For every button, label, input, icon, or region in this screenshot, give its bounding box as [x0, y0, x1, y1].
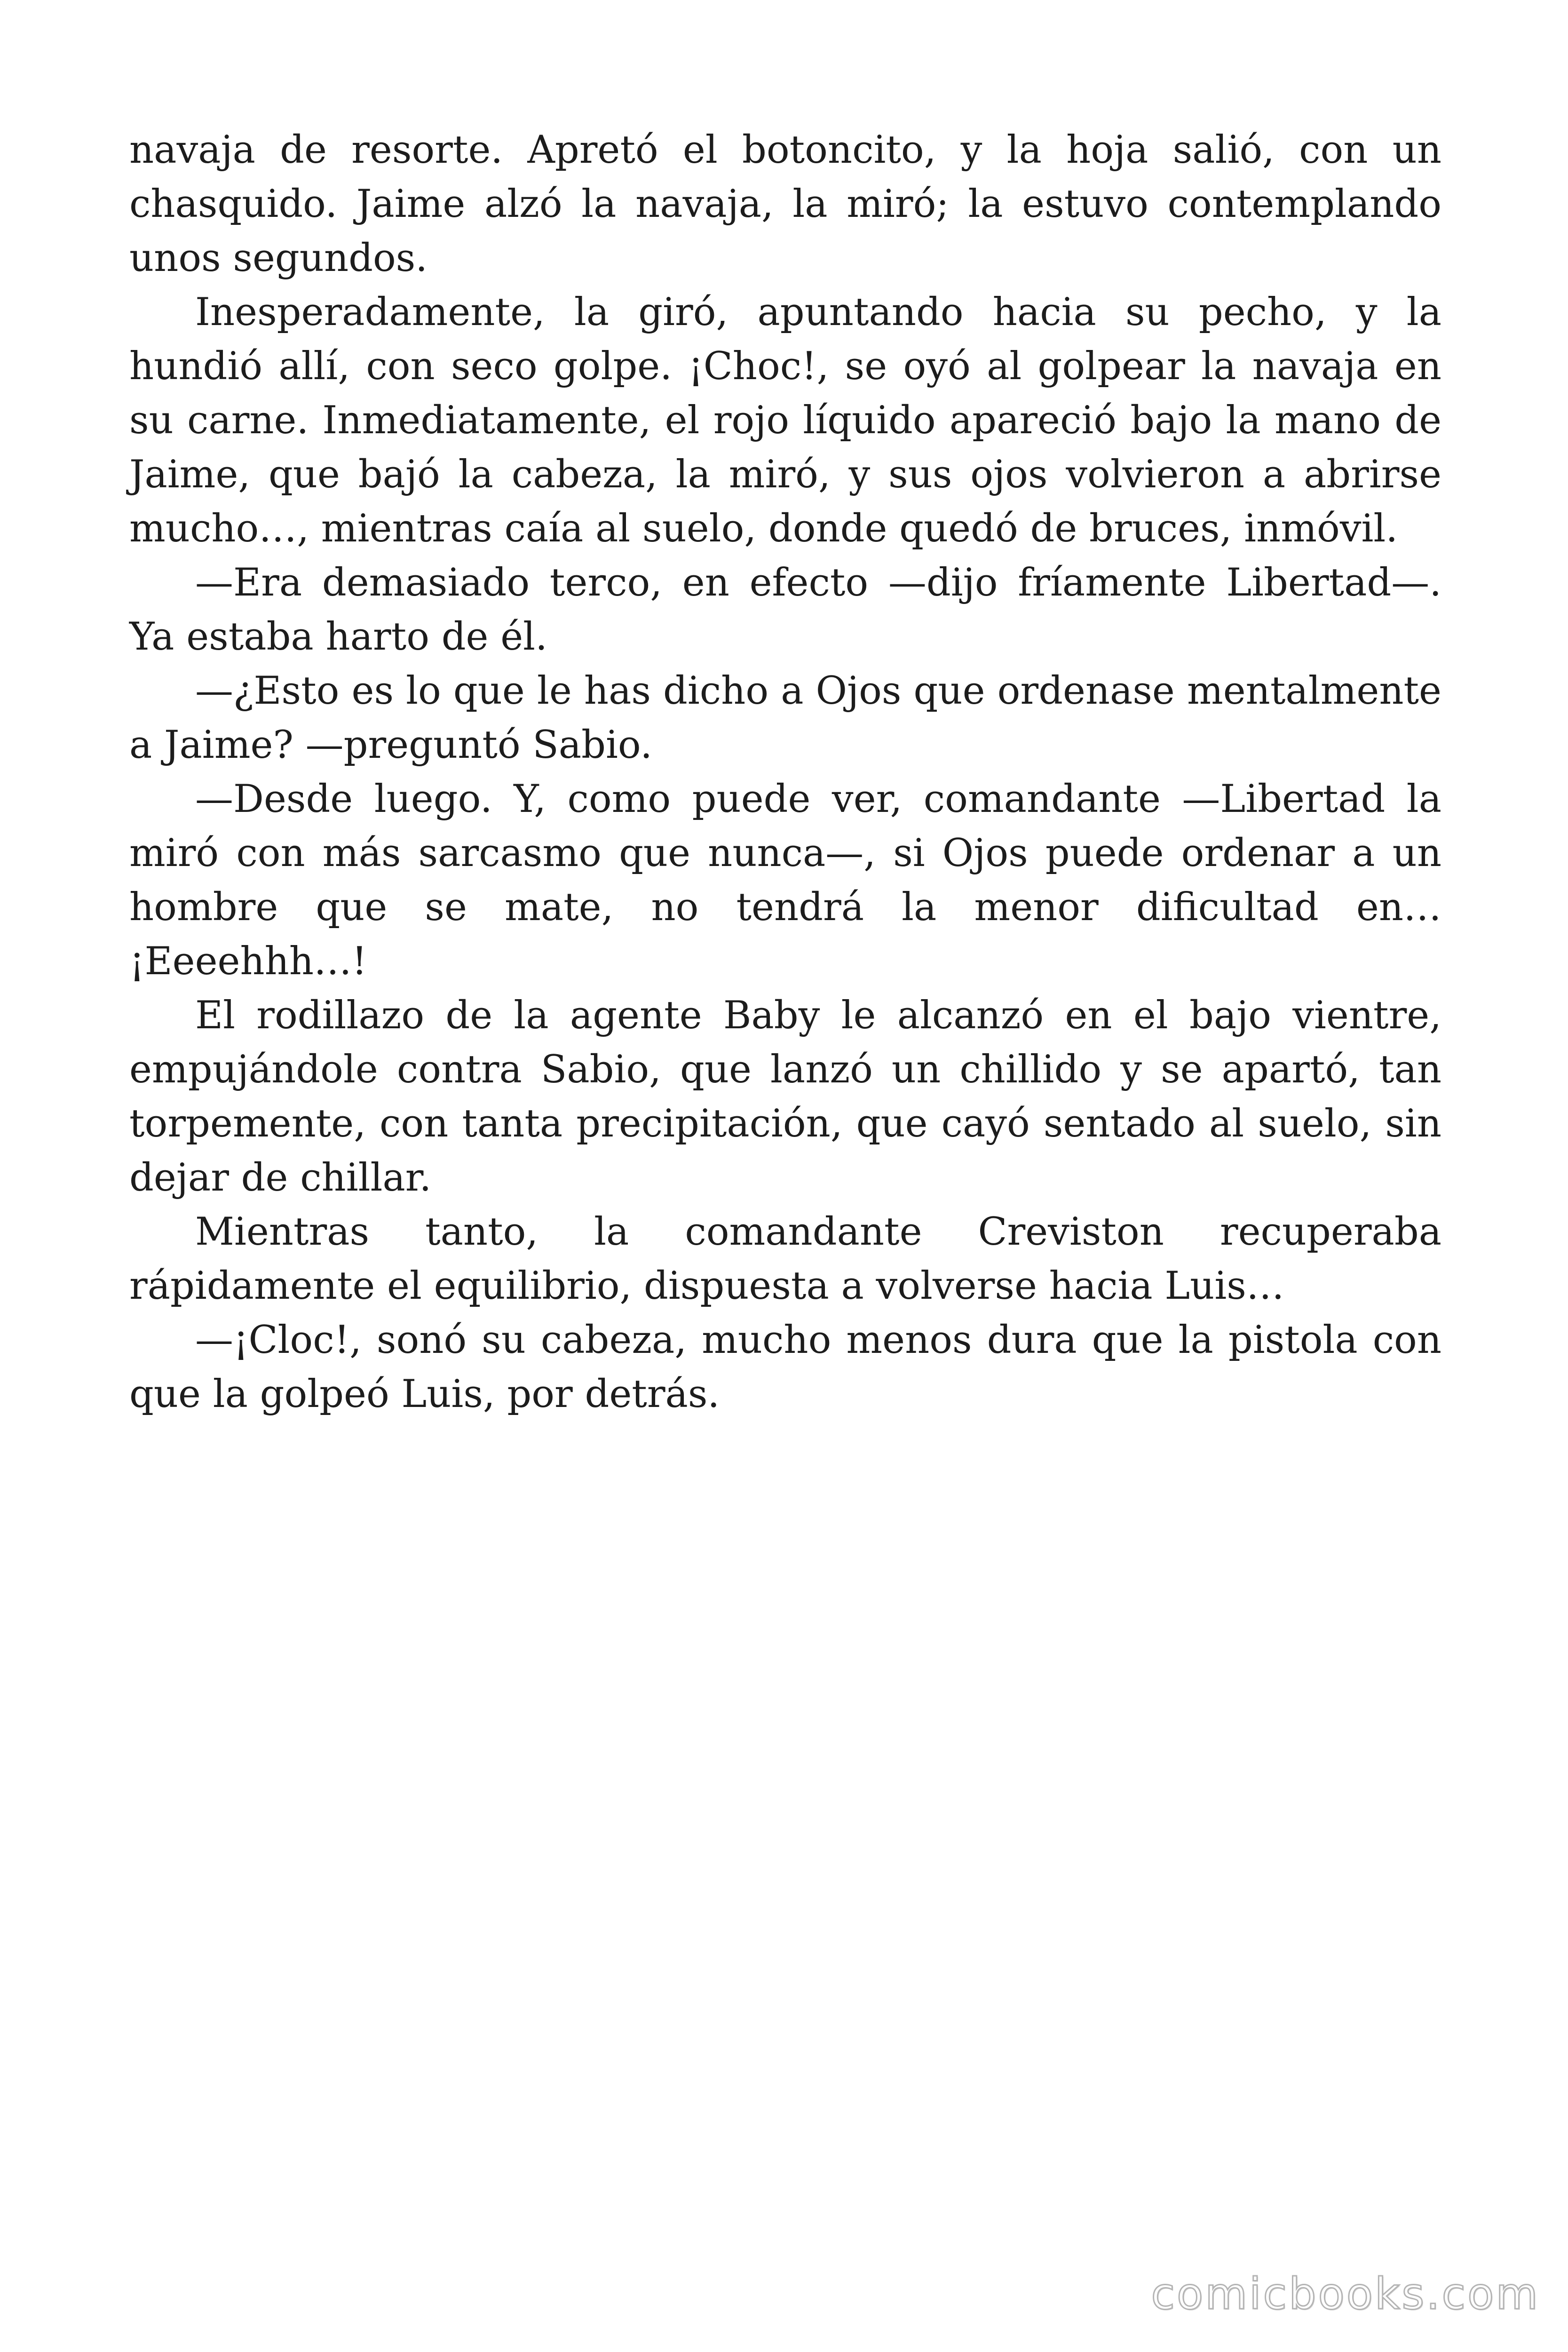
paragraph-2: Inesperadamente, la giró, apuntando hacia su pecho, y la hundió allí, con seco golpe. ¡Choc!, se oyó al golpear la navaja en su carne. Inmediatamente, el rojo líquido apareció bajo la mano de Jaime, que bajó la cabeza, la miró, y sus ojos volvieron a abrirse mucho…, mientras caía al suelo, donde quedó de bruces, inmóvil.	[129, 290, 1441, 551]
paragraph-1: navaja de resorte. Apretó el botoncito, y la hoja salió, con un chasquido. Jaime alzó la navaja, la miró; la estuvo contemplando unos segundos.	[129, 128, 1441, 280]
paragraph-8: —¡Cloc!, sonó su cabeza, mucho menos dura que la pistola con que la golpeó Luis, por detrás.	[129, 1318, 1441, 1416]
body-text	[129, 123, 1441, 1422]
paragraph-3: —Era demasiado terco, en efecto —dijo fríamente Libertad—. Ya estaba harto de él.	[129, 561, 1441, 659]
watermark: comicbooks.com	[1151, 2269, 1540, 2319]
paragraph-4: —¿Esto es lo que le has dicho a Ojos que ordenase mentalmente a Jaime? —preguntó Sabio.	[129, 669, 1441, 767]
paragraph-7: Mientras tanto, la comandante Creviston recuperaba rápidamente el equilibrio, dispuesta a volverse hacia Luis…	[129, 1210, 1441, 1308]
paragraph-6: El rodillazo de la agente Baby le alcanzó en el bajo vientre, empujándole contra Sabio, que lanzó un chillido y se apartó, tan torpemente, con tanta precipitación, que cayó sentado al suelo, sin dejar de chillar.	[129, 993, 1441, 1200]
paragraph-5: —Desde luego. Y, como puede ver, comandante —Libertad la miró con más sarcasmo que nunca—, si Ojos puede ordenar a un hombre que se mate, no tendrá la menor dificultad en… ¡Eeeehhh…!	[129, 777, 1441, 984]
